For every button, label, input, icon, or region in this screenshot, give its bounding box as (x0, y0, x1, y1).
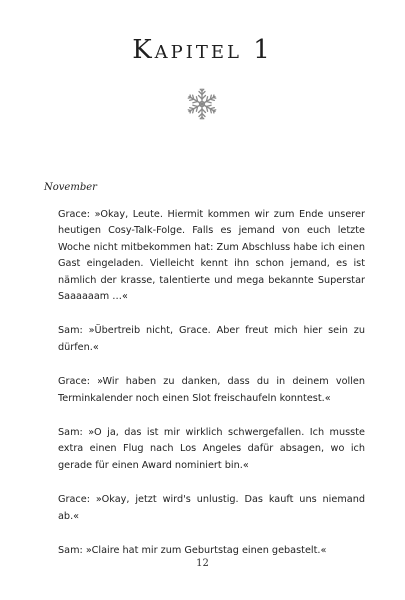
paragraph: Grace: »Okay, jetzt wird's unlustig. Das kauft uns niemand ab.« (58, 494, 365, 522)
paragraph: Sam: »O ja, das ist mir wirklich schwergefallen. Ich musste extra einen Flug nach Los Angeles dafür absagen, wo ich gerade für einen Award nominiert bin.« (58, 427, 365, 471)
page-number: 12 (196, 558, 209, 569)
paragraph: Sam: »Claire hat mir zum Geburtstag einen gebastelt.« (58, 545, 327, 557)
chapter-title: Kapitel 1 (132, 35, 273, 65)
paragraph: Grace: »Okay, Leute. Hiermit kommen wir zum Ende unserer heutigen Cosy-Talk-Folge. Falls es jemand von euch letzte Woche nicht mitbekommen hat: Zum Abschluss habe ich einen Gast eingeladen. Vielleicht kennt ihn schon jemand, es ist nämlich der krasse, talentierte und mega bekannte Superstar Saaaaaam …« (58, 209, 365, 303)
paragraph: Sam: »Übertreib nicht, Grace. Aber freut mich hier sein zu dürfen.« (58, 325, 365, 353)
paragraph: Grace: »Wir haben zu danken, dass du in deinem vollen Terminkalender noch einen Slot freischaufeln konntest.« (58, 376, 365, 404)
dialogue-text (58, 207, 365, 578)
section-label: November (44, 182, 97, 193)
snowflake-icon (184, 86, 220, 122)
